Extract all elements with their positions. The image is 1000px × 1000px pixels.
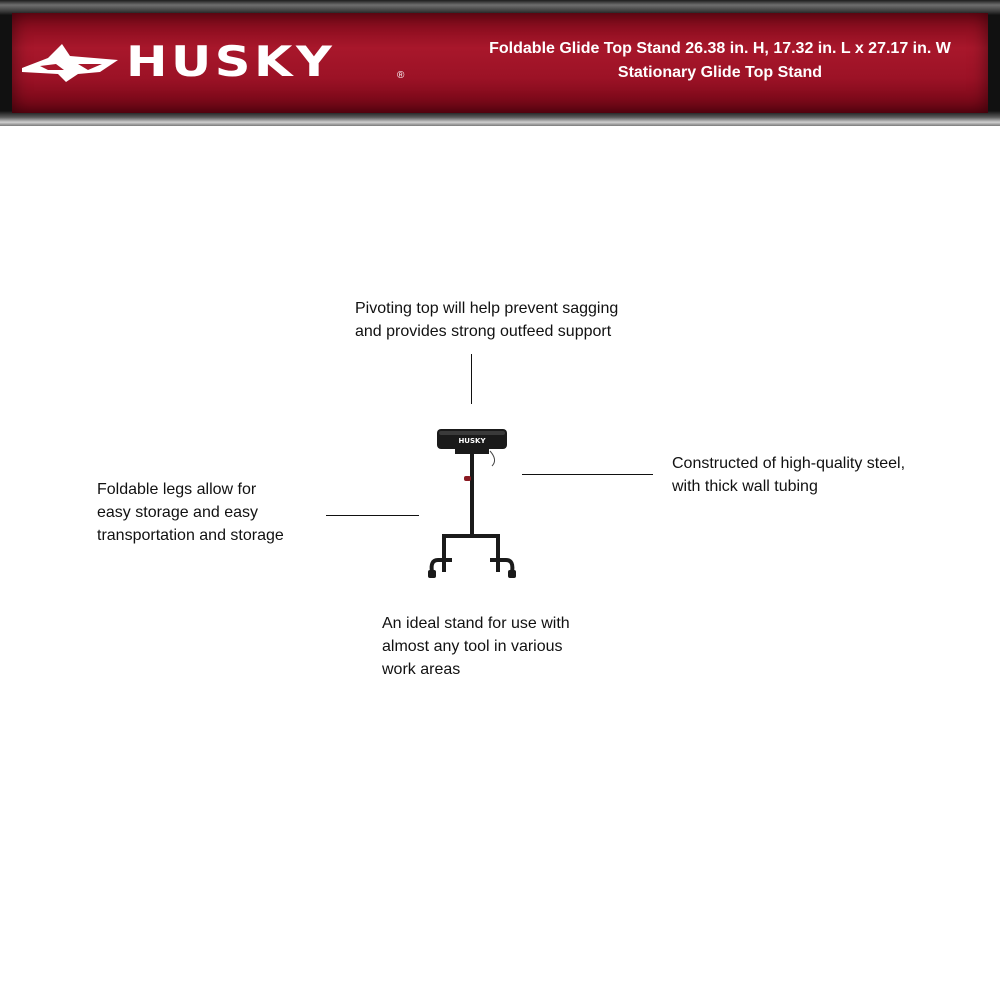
- header-banner: [0, 0, 1000, 126]
- callout-left-line-2: easy storage and easy: [97, 504, 258, 521]
- callout-left-line-3: transportation and storage: [97, 527, 284, 544]
- callout-bottom-line-2: almost any tool in various: [382, 638, 563, 655]
- stand-top-logo-text: HUSKY: [458, 437, 486, 445]
- leader-line-right: [522, 474, 653, 475]
- product-title: [440, 37, 1000, 85]
- stand-column: [470, 454, 474, 534]
- leader-line-left: [326, 515, 419, 516]
- product-title-line-1: Foldable Glide Top Stand 26.38 in. H, 17.32 in. L x 27.17 in. W: [489, 40, 951, 57]
- callout-steel-construction: [672, 452, 905, 498]
- product-image-glide-top-stand: [420, 420, 530, 585]
- callout-bottom-line-3: work areas: [382, 661, 461, 678]
- husky-dog-head-icon: [18, 34, 128, 90]
- leader-line-top: [471, 354, 472, 404]
- callout-right-line-2: with thick wall tubing: [672, 478, 818, 495]
- callout-left-line-1: Foldable legs allow for: [97, 481, 257, 498]
- callout-bottom-line-1: An ideal stand for use with: [382, 615, 570, 632]
- callout-ideal-stand: [382, 612, 570, 681]
- callout-foldable-legs: [97, 478, 284, 547]
- callout-right-line-1: Constructed of high-quality steel,: [672, 455, 906, 472]
- height-adjust-knob: [464, 476, 471, 481]
- callout-pivoting-top: [355, 297, 618, 343]
- callout-top-line-2: and provides strong outfeed support: [355, 323, 612, 340]
- callout-top-line-1: Pivoting top will help prevent sagging: [355, 300, 619, 317]
- brand-wordmark: HUSKY: [126, 37, 336, 86]
- product-title-line-2: Stationary Glide Top Stand: [617, 64, 823, 81]
- registered-mark: ®: [397, 70, 405, 81]
- glide-top-stand-illustration: [420, 420, 530, 585]
